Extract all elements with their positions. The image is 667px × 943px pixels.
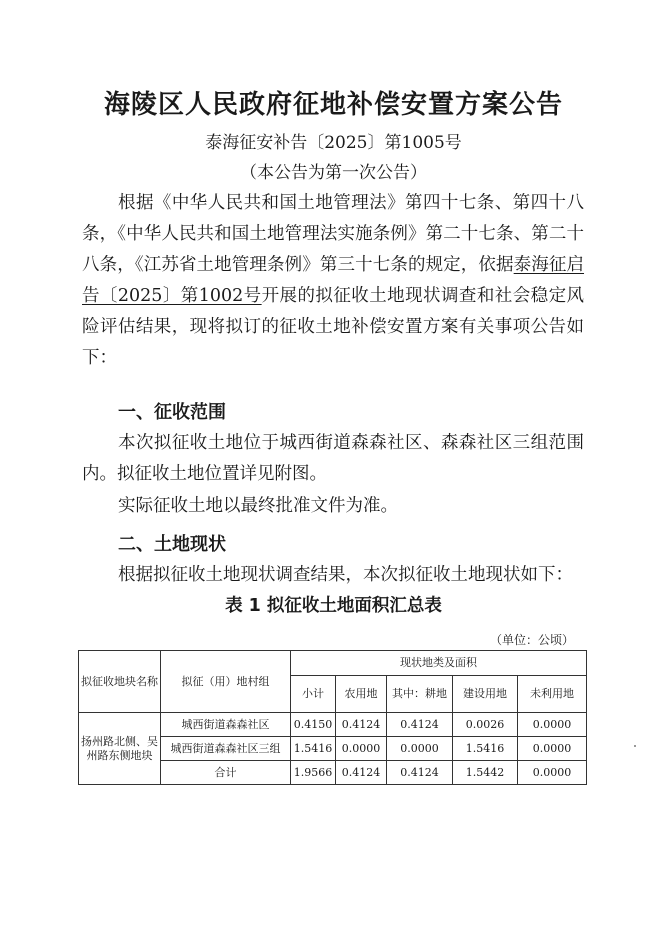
- section2-paragraph1: 根据拟征收土地现状调查结果，本次拟征收土地现状如下：: [118, 565, 573, 585]
- block-name-cell: 扬州路北侧、吴州路东侧地块: [79, 713, 161, 785]
- value-cell: 0.0000: [387, 737, 453, 761]
- table-row: [79, 713, 587, 737]
- value-cell: 0.0000: [518, 737, 587, 761]
- document-number: 泰海征安补告〔2025〕第1005号: [205, 133, 462, 153]
- total-label: 合计: [161, 761, 291, 785]
- land-area-table: [78, 650, 587, 785]
- value-cell: 0.0000: [336, 737, 387, 761]
- value-cell: 0.4150: [291, 713, 336, 737]
- village-cell: 城西街道森森社区三组: [161, 737, 291, 761]
- header-block-name: 拟征收地块名称: [79, 651, 161, 713]
- total-value: 1.9566: [291, 761, 336, 785]
- total-value: 0.4124: [387, 761, 453, 785]
- section1-heading: 一、征收范围: [118, 402, 226, 423]
- reference-link[interactable]: 泰海征启告〔2025〕第1002号: [82, 255, 585, 306]
- section2-heading: 二、土地现状: [118, 534, 226, 555]
- value-cell: 0.4124: [387, 713, 453, 737]
- section1-paragraph2: 实际征收土地以最终批准文件为准。: [118, 496, 398, 516]
- intro-text-part1: 根据《中华人民共和国土地管理法》第四十七条、第四十八条，《中华人民共和国土地管理法实施条例》第二十七条、第二十八条，《江苏省土地管理条例》第三十七条的规定，依据: [82, 193, 584, 275]
- table-caption: 表 1 拟征收土地面积汇总表: [225, 596, 442, 616]
- value-cell: 0.0026: [453, 713, 518, 737]
- scan-speck: [634, 745, 636, 747]
- announcement-note: （本公告为第一次公告）: [240, 163, 427, 183]
- value-cell: 0.0000: [518, 713, 587, 737]
- subheader-farmland: 农用地: [336, 676, 387, 713]
- intro-text-part2: 开展的拟征收土地现状调查和社会稳定风险评估结果，现将拟订的征收土地补偿安置方案有关事项公告如下：: [82, 286, 585, 368]
- table-header-row: [79, 651, 587, 676]
- subheader-construction: 建设用地: [453, 676, 518, 713]
- value-cell: 1.5416: [453, 737, 518, 761]
- subheader-unused: 未利用地: [518, 676, 587, 713]
- total-value: 0.0000: [518, 761, 587, 785]
- value-cell: 1.5416: [291, 737, 336, 761]
- value-cell: 0.4124: [336, 713, 387, 737]
- table-unit: （单位：公顷）: [489, 633, 574, 647]
- village-cell: 城西街道森森社区: [161, 713, 291, 737]
- subheader-cultivated: 其中：耕地: [387, 676, 453, 713]
- total-value: 0.4124: [336, 761, 387, 785]
- header-land-status: 现状地类及面积: [291, 651, 587, 676]
- intro-paragraph: [82, 188, 584, 374]
- header-village: 拟征（用）地村组: [161, 651, 291, 713]
- subheader-subtotal: 小计: [291, 676, 336, 713]
- total-value: 1.5442: [453, 761, 518, 785]
- section1-paragraph1: 本次拟征收土地位于城西街道森森社区、森森社区三组范围内。拟征收土地位置详见附图。: [82, 433, 584, 484]
- page-title: 海陵区人民政府征地补偿安置方案公告: [103, 90, 563, 120]
